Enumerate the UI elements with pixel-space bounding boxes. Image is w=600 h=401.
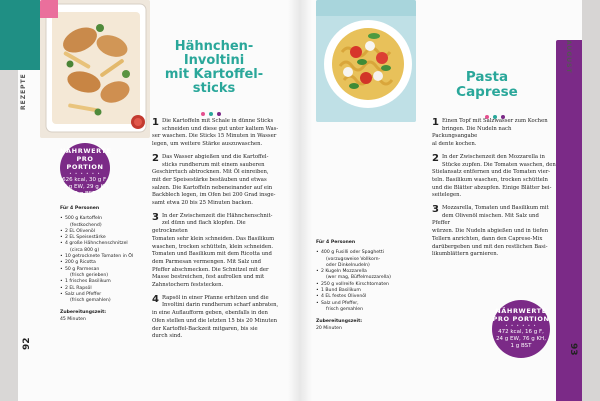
left-section-label: REZEPTE xyxy=(20,73,27,110)
prep-time-label: Zubereitungszeit: xyxy=(316,319,363,325)
left-steps xyxy=(152,118,282,346)
ingredient-item: • 1 frisches Basilikum xyxy=(60,279,142,285)
ingredient-item: • Salz und Pfeffer (frisch gemahlen) xyxy=(60,292,142,305)
book-gutter-shadow xyxy=(288,0,312,401)
badge-value: 1 g BST xyxy=(510,343,532,349)
chicken-involtini-photo xyxy=(40,0,150,138)
chicken-dish-illustration xyxy=(40,0,150,138)
ingredient-item: • 2 EL Rapsöl xyxy=(60,286,142,292)
badge-value: 2 g BST xyxy=(74,191,96,197)
badge-heading: PRO PORTION xyxy=(492,315,550,323)
right-page-number: 93 xyxy=(568,343,578,356)
ingredient-item: • 4 EL festes Olivenöl xyxy=(316,294,414,300)
prep-time-label: Zubereitungszeit: xyxy=(60,310,107,316)
pasta-caprese-photo xyxy=(316,0,416,122)
recipe-step: 1 Einen Topf mit Salzwasser zum Kochen bringen. Die Nudeln nach Packungsangabe al dente kochen. xyxy=(432,117,548,148)
recipe-step: 3 In der Zwischenzeit die Hähnchenschnit- zel dünn und flach klopfen. Die getrockneten Tomaten sehr klein schneiden. Das Basilikum waschen, trocken schütteln, klein schneiden. Tomaten und Basilikum mit dem Ricotta und dem Parmesan vermengen. Mit Salz und Pfeffer abschmecken. Die Schnitzel mit der Masse bestreichen, fest aufrollen und mit Zahnstochern feststecken. xyxy=(152,211,275,289)
ingredient-item: • 10 getrocknete Tomaten in Öl xyxy=(60,254,142,260)
badge-dots: • • • • • • xyxy=(69,171,101,176)
ingredient-item: • 250 g vollreife Kirschtomaten xyxy=(316,282,414,288)
recipe-step: 2 Das Wasser abgießen und die Kartoffel- sticks rundherum mit einem sauberen Geschirrtuch abtrocknen. Mit Öl einreiben, mit der Speisestärke bestäuben und etwas salzen. Die Kartoffeln nebeneinander auf ein Backblech legen, im Ofen bei 200 Grad insge- samt etwa 20 bis 25 Minuten backen. xyxy=(152,152,276,207)
ingredient-item: • 2 Kugeln Mozzarella (wer mag, Büffelmozzarella) xyxy=(316,269,414,282)
right-steps xyxy=(432,118,556,264)
badge-heading: NÄHRWERTE xyxy=(495,307,547,315)
ingredient-item: • 4 große Hähnchenschnitzel (circa 800 g) xyxy=(60,241,142,254)
badge-dots: • • • • • • xyxy=(505,323,537,328)
prep-time-value: 20 Minuten xyxy=(316,325,342,331)
recipe-step: 1 Die Kartoffeln mit Schale in dünne Sticks schneiden und diese gut unter kaltem Was- ser waschen. Die Sticks 15 Minuten in Wasser legen, um weitere Stärke auszuwaschen. xyxy=(152,117,279,148)
servings-label: Für 4 Personen xyxy=(60,206,100,211)
left-ingredients xyxy=(60,206,142,323)
recipe-step: 2 In der Zwischenzeit den Mozzarella in Stücke zupfen. Die Tomaten waschen, den Stielansatz entfernen und die Tomaten vier- teln. Basilikum waschen, trocken schütteln und die Blätter abzupfen. Einige Blätter bei- seitelegen. xyxy=(432,152,556,199)
book-edge-right xyxy=(580,0,600,401)
right-ingredients xyxy=(316,240,414,332)
ingredient-item: • 1 Bund Basilikum xyxy=(316,288,414,294)
badge-value: 58 g EW, 29 g KH, xyxy=(60,184,110,190)
left-recipe-title: Hähnchen- Involtini mit Kartoffel- sticks xyxy=(164,39,264,96)
right-nutrition-badge xyxy=(492,300,550,358)
left-page-number: 92 xyxy=(22,337,32,350)
ingredient-item: • 2 EL Olivenöl xyxy=(60,229,142,235)
ingredient-item: • 500 g Kartoffeln (festkochend) xyxy=(60,216,142,229)
ingredient-item: • Salz und Pfeffer, frisch gemahlen xyxy=(316,301,414,314)
ingredient-item: • 400 g Fusilli oder Spaghetti (vorzugsweise Vollkorn- oder Dinkelnudeln) xyxy=(316,250,414,269)
ingredient-item: • 50 g Parmesan (frisch gerieben) xyxy=(60,267,142,280)
recipe-step: 3 Mozzarella, Tomaten und Basilikum mit dem Olivenöl mischen. Mit Salz und Pfeffer würzen. Die Nudeln abgießen und in tiefen Tellern anrichten, dann den Caprese-Mix darübergeben und mit den restlichen Basi- likumblättern garnieren. xyxy=(432,204,549,258)
pasta-dish-illustration xyxy=(316,0,416,122)
servings-label: Für 4 Personen xyxy=(316,240,356,245)
badge-value: 626 kcal, 30 g F, xyxy=(62,177,108,183)
left-color-tab xyxy=(0,0,40,70)
badge-heading: NÄHRWERTE xyxy=(60,147,112,155)
ingredient-item: • 200 g Ricotta xyxy=(60,260,142,266)
right-recipe-title: Pasta Caprese xyxy=(456,69,518,100)
right-section-label: AUGUST xyxy=(565,40,572,74)
prep-time-value: 45 Minuten xyxy=(60,316,86,322)
badge-heading: PRO PORTION xyxy=(66,155,104,171)
recipe-step: 4 Rapsöl in einer Pfanne erhitzen und die Involtini darin rundherum scharf anbraten, in eine Auflaufform geben, ebenfalls in den Ofen stellen und die letzten 15 bis 20 Minuten der Kartoffel-Backzeit mitgaren, bis sie durch sind. xyxy=(152,293,279,340)
left-nutrition-badge xyxy=(60,143,112,197)
badge-value: 24 g EW, 76 g KH, xyxy=(496,336,546,342)
ingredient-item: • 2 EL Speisestärke xyxy=(60,235,142,241)
badge-value: 472 kcal, 16 g F, xyxy=(498,329,544,335)
